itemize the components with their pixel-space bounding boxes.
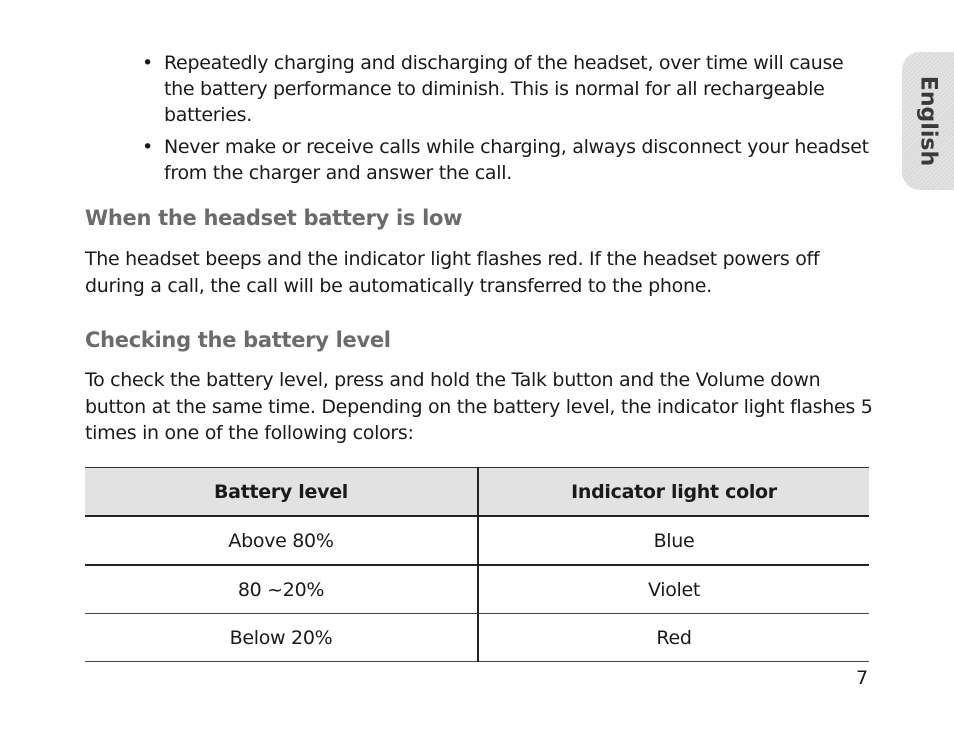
table-row xyxy=(85,565,869,614)
bullet-text: Repeatedly charging and discharging of the headset, over time will cause the battery performance to diminish. This is normal for all rechargeable batteries. xyxy=(164,52,844,126)
cell-battery-level: Above 80% xyxy=(85,516,478,565)
table-header-row xyxy=(85,468,869,517)
table-row xyxy=(85,516,869,565)
language-tab-label: English xyxy=(915,75,941,167)
cell-battery-level: 80 ~20% xyxy=(85,565,478,614)
cell-indicator-color: Violet xyxy=(478,565,869,614)
bullet-marker: • xyxy=(142,52,153,74)
language-tab xyxy=(902,52,954,190)
column-header-indicator-color: Indicator light color xyxy=(478,468,869,517)
cell-battery-level: Below 20% xyxy=(85,614,478,662)
column-header-battery-level: Battery level xyxy=(85,468,478,517)
page-number: 7 xyxy=(856,667,869,689)
bullet-text: Never make or receive calls while charging, always disconnect your headset from the charger and answer the call. xyxy=(164,136,869,184)
table-row xyxy=(85,614,869,662)
bullet-list xyxy=(142,50,874,192)
section-body-check-battery: To check the battery level, press and hold the Talk button and the Volume down button at the same time. Depending on the battery level, the indicator light flashes 5 times in one of the following colors: xyxy=(85,369,873,444)
section-heading-check-battery: Checking the battery level xyxy=(85,328,391,352)
section-heading-battery-low: When the headset battery is low xyxy=(85,206,463,230)
cell-indicator-color: Blue xyxy=(478,516,869,565)
cell-indicator-color: Red xyxy=(478,614,869,662)
section-body-battery-low: The headset beeps and the indicator light flashes red. If the headset powers off during a call, the call will be automatically transferred to the phone. xyxy=(85,248,820,297)
battery-level-table xyxy=(85,467,869,662)
bullet-marker: • xyxy=(142,136,153,158)
bullet-item xyxy=(142,134,874,186)
bullet-item xyxy=(142,50,874,128)
